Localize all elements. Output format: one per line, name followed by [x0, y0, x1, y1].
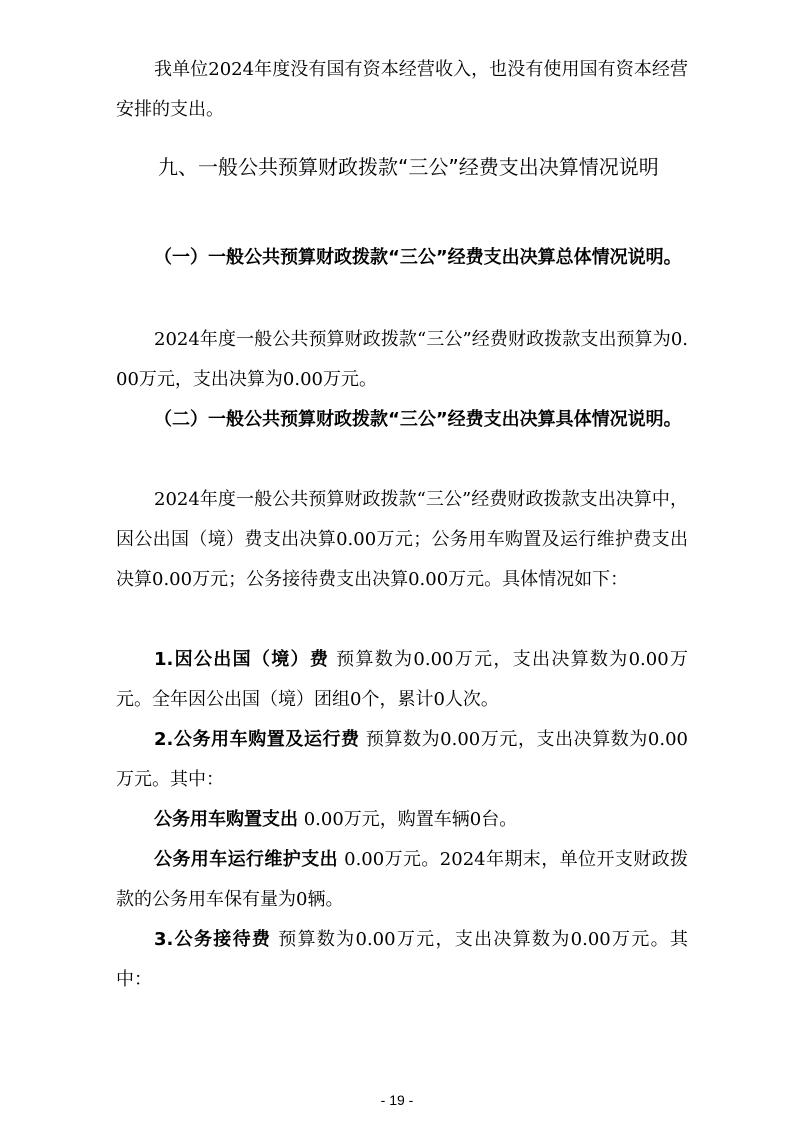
item-overseas-text: 预算数为0.00万元，支出决算数为0.00万元。全年因公出国（境）团组0个，累计0人次。: [116, 649, 688, 710]
item-overseas-label: 1.因公出国（境）费: [154, 649, 330, 670]
paragraph-overall-budget: 2024年度一般公共预算财政拨款“三公”经费财政拨款支出预算为0.00万元，支出决算为0.00万元。: [116, 329, 688, 390]
paragraph-detail-summary: 2024年度一般公共预算财政拨款“三公”经费财政拨款支出决算中，因公出国（境）费支出决算0.00万元；公务用车购置及运行维护费支出决算0.00万元；公务接待费支出决算0.00万元。具体情况如下：: [116, 489, 688, 590]
item-reception-text: 预算数为0.00万元，支出决算数为0.00万元。其中：: [116, 929, 688, 990]
item-reception-label: 3.公务接待费: [154, 929, 272, 950]
section-title: 九、一般公共预算财政拨款“三公”经费支出决算情况说明: [158, 155, 659, 179]
vehicle-purchase-label: 公务用车购置支出: [154, 809, 298, 830]
paragraph-state-capital: 我单位2024年度没有国有资本经营收入，也没有使用国有资本经营安排的支出。: [116, 59, 688, 120]
paragraph-item-overseas: [116, 640, 688, 720]
vehicle-purchase-text: 0.00万元，购置车辆0台。: [298, 809, 518, 830]
item-vehicles-text: 预算数为0.00万元，支出决算数为0.00万元。其中：: [116, 729, 688, 790]
item-vehicles-label: 2.公务用车购置及运行费: [154, 729, 360, 750]
paragraph-item-vehicles: [116, 720, 688, 800]
page-number: - 19 -: [380, 1092, 414, 1108]
vehicle-maintenance-label: 公务用车运行维护支出: [154, 849, 338, 870]
vehicle-maintenance-text: 0.00万元。2024年期末，单位开支财政拨款的公务用车保有量为0辆。: [116, 849, 689, 910]
paragraph-vehicle-purchase: [116, 800, 688, 840]
subheading-overall: （一）一般公共预算财政拨款“三公”经费支出决算总体情况说明。: [154, 247, 682, 268]
subheading-detail: （二）一般公共预算财政拨款“三公”经费支出决算具体情况说明。: [154, 409, 682, 430]
paragraph-vehicle-maintenance: [116, 840, 688, 920]
paragraph-item-reception: [116, 920, 688, 1000]
